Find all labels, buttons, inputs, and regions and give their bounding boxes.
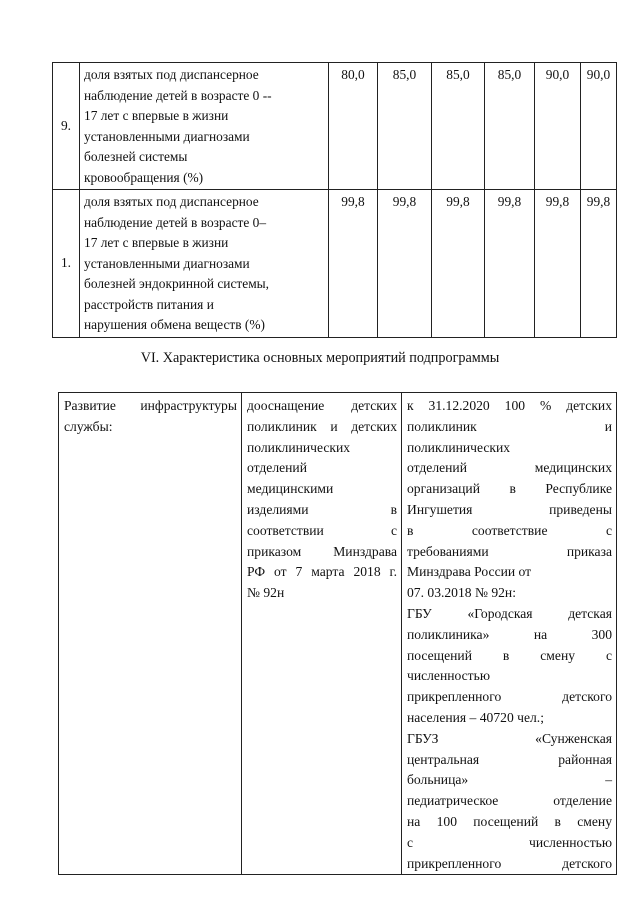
description-line: 17 лет с впервые в жизни	[84, 235, 229, 250]
cell-line: Ингушетия приведены	[407, 501, 612, 517]
cell-line: отделений медицинских	[407, 460, 612, 476]
event-result-cell	[402, 393, 617, 875]
indicator-value: 99,8	[329, 190, 378, 338]
cell-line: поликлинических	[407, 439, 511, 455]
cell-line: ГБУЗ «Сунженская	[407, 730, 612, 746]
section-heading: VI. Характеристика основных мероприятий подпрограммы	[140, 350, 500, 366]
cell-line: медицинскими	[247, 481, 334, 497]
description-line: доля взятых под диспансерное	[84, 194, 259, 209]
indicator-number: 1.	[53, 190, 80, 338]
description-line: расстройств питания и	[84, 296, 214, 312]
indicator-value: 99,8	[378, 190, 432, 338]
indicator-value: 90,0	[581, 63, 617, 190]
description-line: наблюдение детей в возрасте 0–	[84, 214, 267, 230]
cell-line: поликлиника» на 300	[407, 626, 612, 642]
cell-line: организаций в Республике	[407, 481, 612, 497]
cell-line: центральная районная	[407, 751, 612, 767]
cell-line: 07. 03.2018 № 92н:	[407, 585, 516, 601]
cell-line: службы:	[64, 418, 113, 434]
indicator-number: 9.	[53, 63, 80, 190]
cell-line: педиатрическое отделение	[407, 793, 612, 809]
cell-line: прикрепленного детского	[407, 689, 612, 705]
indicator-value: 90,0	[535, 63, 581, 190]
description-line: болезней эндокринной системы,	[84, 276, 270, 291]
indicator-value: 99,8	[485, 190, 535, 338]
events-table	[58, 392, 617, 875]
cell-line: Развитие инфраструктуры	[64, 398, 237, 413]
indicator-row	[53, 63, 617, 190]
indicator-value: 85,0	[432, 63, 485, 190]
cell-line: с численностью	[407, 834, 612, 850]
cell-line: соответствии с	[247, 522, 397, 538]
cell-line: ГБУ «Городская детская	[407, 605, 612, 621]
description-line: установленными диагнозами	[84, 128, 250, 144]
indicator-value: 99,8	[432, 190, 485, 338]
cell-line: № 92н	[247, 585, 285, 601]
cell-line: в соответствие с	[407, 522, 612, 538]
indicator-value: 99,8	[581, 190, 617, 338]
event-action-cell	[242, 393, 402, 875]
description-line: кровообращения (%)	[84, 169, 204, 185]
description-line: 17 лет с впервые в жизни	[84, 108, 229, 123]
cell-line: отделений	[247, 460, 307, 476]
description-line: доля взятых под диспансерное	[84, 67, 259, 82]
cell-line: РФ от 7 марта 2018 г.	[247, 564, 397, 580]
cell-line: посещений в смену с	[407, 647, 612, 663]
description-line: установленными диагнозами	[84, 255, 250, 271]
cell-line: Минздрава России от	[407, 564, 532, 580]
event-row	[59, 393, 617, 875]
indicator-value: 99,8	[535, 190, 581, 338]
indicator-value: 80,0	[329, 63, 378, 190]
cell-line: населения – 40720 чел.;	[407, 709, 544, 725]
indicator-description	[80, 63, 329, 190]
cell-line: на 100 посещений в смену	[407, 813, 612, 829]
cell-line: к 31.12.2020 100 % детских	[407, 398, 612, 413]
cell-line: численностью	[407, 668, 490, 684]
cell-line: прикрепленного детского	[407, 855, 612, 871]
indicators-table	[52, 62, 617, 338]
description-line: болезней системы	[84, 149, 188, 164]
event-area-cell	[59, 393, 242, 875]
cell-line: больница» –	[407, 772, 612, 788]
indicator-row	[53, 190, 617, 338]
indicator-value: 85,0	[378, 63, 432, 190]
cell-line: дооснащение детских	[247, 398, 397, 413]
description-line: наблюдение детей в возрасте 0 --	[84, 87, 272, 103]
cell-line: поликлинических	[247, 439, 351, 455]
cell-line: приказом Минздрава	[247, 543, 397, 559]
cell-line: поликлиник и	[407, 418, 612, 434]
indicator-value: 85,0	[485, 63, 535, 190]
indicator-description	[80, 190, 329, 338]
cell-line: поликлиник и детских	[247, 418, 397, 434]
description-line: нарушения обмена веществ (%)	[84, 317, 265, 332]
cell-line: изделиями в	[247, 501, 397, 517]
cell-line: требованиями приказа	[407, 543, 612, 559]
